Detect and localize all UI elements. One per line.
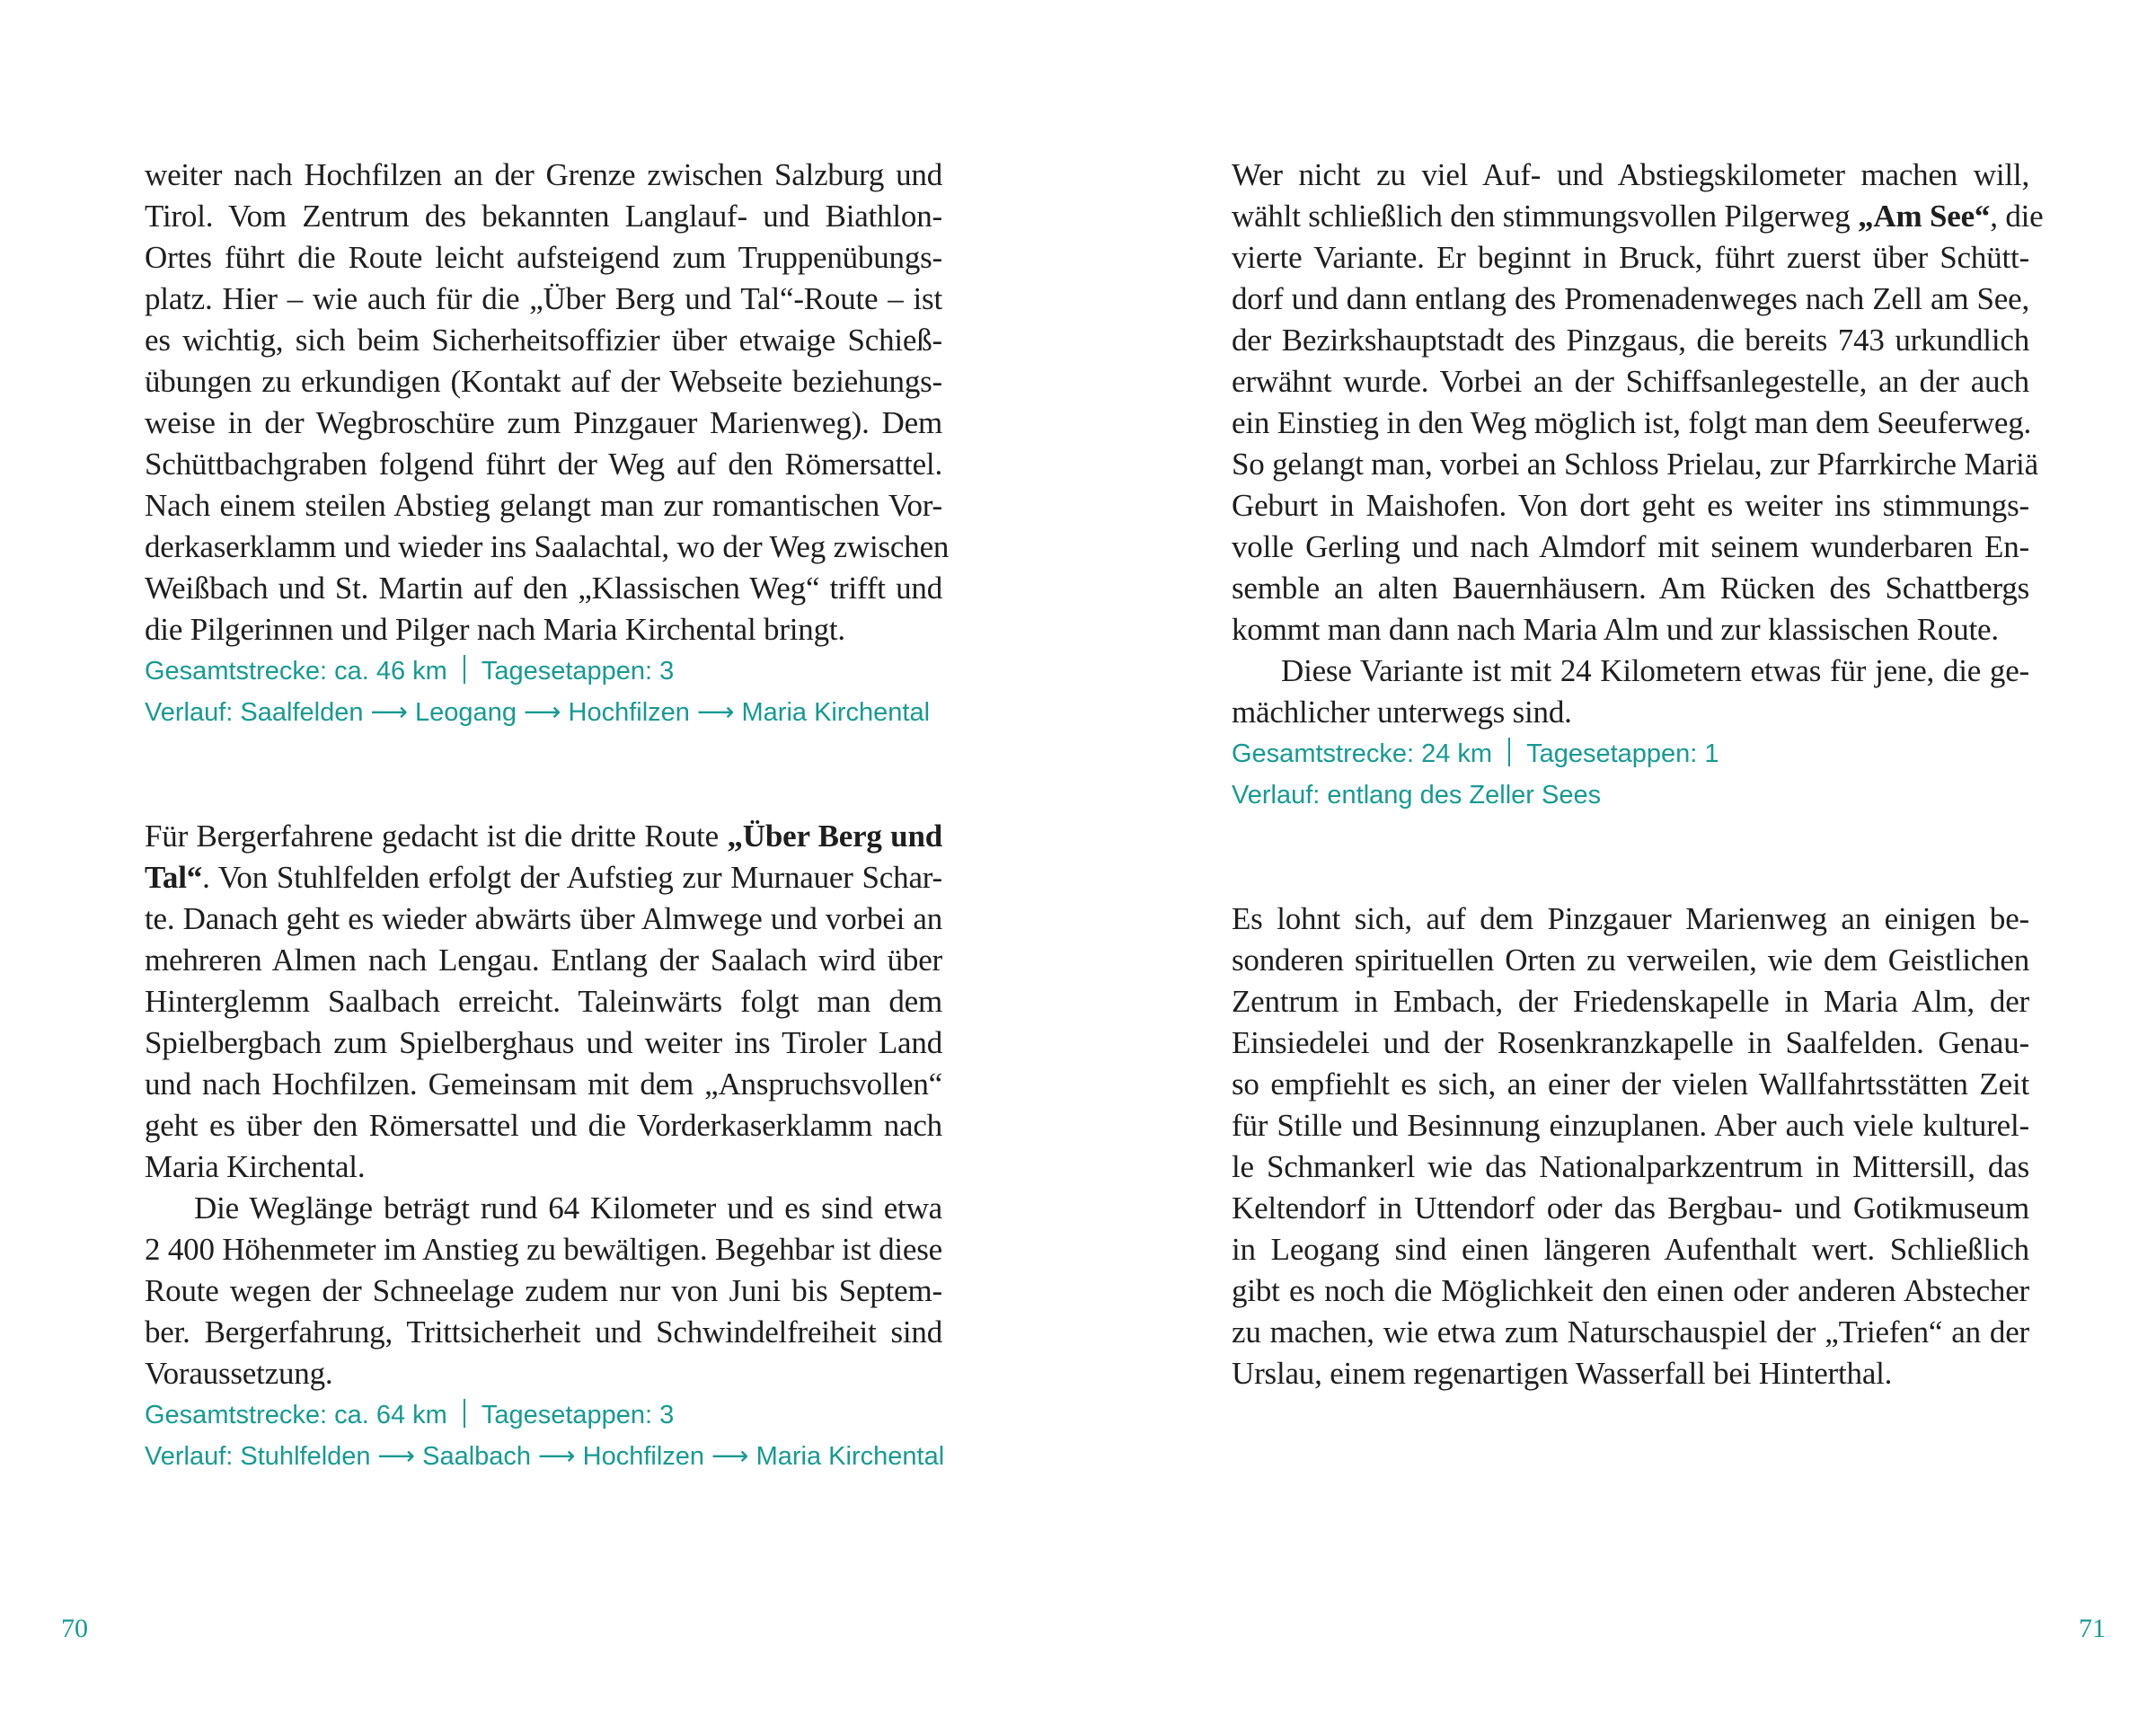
text-line: Spielbergbach zum Spielberghaus und weiter ins Tiroler Land	[145, 1025, 942, 1060]
text-line: und nach Hochfilzen. Gemeinsam mit dem „Anspruchsvollen“	[145, 1066, 942, 1102]
text-span: . Von Stuhlfelden erfolgt der Aufstieg zur Murnauer Schar-	[202, 860, 942, 895]
route-stats	[1232, 733, 2029, 774]
arrow-right-icon: ⟶	[523, 698, 561, 727]
route-stop: Maria Kirchental	[741, 698, 931, 727]
text-line: platz. Hier – wie auch für die „Über Berg und Tal“-Route – ist	[145, 281, 942, 316]
text-line: te. Danach geht es wieder abwärts über Almwege und vorbei an	[145, 901, 942, 936]
text-line: Wer nicht zu viel Auf- und Abstiegskilometer machen will,	[1232, 157, 2029, 192]
text-line: Schüttbachgraben folgend führt der Weg auf den Römersattel.	[145, 447, 942, 482]
text-line: weiter nach Hochfilzen an der Grenze zwischen Salzburg und	[145, 157, 942, 192]
route-stop: Leogang	[415, 698, 517, 727]
section-gap	[1232, 816, 2029, 898]
route-stop: Stuhlfelden	[240, 1442, 371, 1471]
text-line: ein Einstieg in den Weg möglich ist, folgt man dem Seeuferweg.	[1232, 405, 2032, 440]
text-line	[145, 857, 942, 898]
text-line: dorf und dann entlang des Promenadenweges nach Zell am See,	[1232, 281, 2029, 316]
text-line: semble an alten Bauernhäusern. Am Rücken des Schattbergs	[1232, 571, 2029, 606]
text-span: wählt schließlich den stimmungsvollen Pilgerweg	[1232, 199, 1859, 234]
right-section1-text	[1232, 155, 2044, 733]
text-span: , die	[1990, 199, 2044, 234]
text-line: erwähnt wurde. Vorbei an der Schiffsanlegestelle, an der auch	[1232, 364, 2029, 399]
text-line: zu machen, wie etwa zum Naturschauspiel der „Triefen“ an der	[1232, 1314, 2029, 1350]
separator-bar	[464, 655, 465, 684]
right-page	[1078, 0, 2156, 1717]
text-line: vierte Variante. Er beginnt in Bruck, führt zuerst über Schütt-	[1232, 240, 2029, 275]
arrow-right-icon: ⟶	[538, 1442, 576, 1471]
section-gap	[145, 733, 942, 816]
separator-bar	[1508, 738, 1510, 766]
text-line: Ortes führt die Route leicht aufsteigend zum Truppenübungs-	[145, 240, 942, 275]
total-distance: Gesamtstrecke: ca. 64 km	[145, 1401, 447, 1429]
text-line: Urslau, einem regenartigen Wasserfall bei Hinterthal.	[1232, 1356, 1893, 1391]
text-line: Voraussetzung.	[145, 1356, 333, 1391]
right-section2-text	[1232, 898, 2029, 1394]
text-line: Keltendorf in Uttendorf oder das Bergbau- und Gotikmuseum	[1232, 1190, 2029, 1226]
right-column	[1232, 155, 2044, 1394]
total-distance: Gesamtstrecke: ca. 46 km	[145, 657, 447, 686]
text-line: gibt es noch die Möglichkeit den einen oder anderen Abstecher	[1232, 1273, 2029, 1308]
route-name-bold: „Am See“	[1858, 199, 1991, 234]
text-line: Einsiedelei und der Rosenkranzkapelle in Saalfelden. Genau-	[1232, 1025, 2029, 1060]
route-course: Verlauf: entlang des Zeller Sees	[1232, 781, 1602, 810]
text-line: der Bezirkshauptstadt des Pinzgaus, die bereits 743 urkundlich	[1232, 323, 2029, 358]
left-section2-text	[145, 816, 942, 1394]
text-line: übungen zu erkundigen (Kontakt auf der Webseite beziehungs-	[145, 364, 942, 399]
text-line: So gelangt man, vorbei an Schloss Prielau, zur Pfarrkirche Mariä	[1232, 447, 2038, 482]
text-line: es wichtig, sich beim Sicherheitsoffizier über etwaige Schieß-	[145, 323, 942, 358]
day-stages: Tagesetappen: 1	[1526, 739, 1719, 768]
text-line: geht es über den Römersattel und die Vorderkaserklamm nach	[145, 1108, 942, 1143]
arrow-right-icon: ⟶	[370, 698, 409, 727]
text-line: Tirol. Vom Zentrum des bekannten Langlauf- und Biathlon-	[145, 199, 942, 234]
route-stop: Saalfelden	[240, 698, 364, 727]
text-line: in Leogang sind einen längeren Aufenthalt wert. Schließlich	[1232, 1232, 2029, 1267]
arrow-right-icon: ⟶	[377, 1442, 416, 1471]
arrow-right-icon: ⟶	[696, 698, 735, 727]
text-line	[145, 816, 942, 857]
text-line: Zentrum in Embach, der Friedenskapelle in Maria Alm, der	[1232, 984, 2029, 1019]
text-line: le Schmankerl wie das Nationalparkzentrum in Mittersill, das	[1232, 1149, 2029, 1184]
text-line: Die Weglänge beträgt rund 64 Kilometer und es sind etwa	[194, 1190, 942, 1226]
route-stop: Saalbach	[422, 1442, 532, 1471]
text-line: Nach einem steilen Abstieg gelangt man zur romantischen Vor-	[145, 488, 942, 523]
text-line: Geburt in Maishofen. Von dort geht es weiter ins stimmungs-	[1232, 488, 2029, 523]
text-line: die Pilgerinnen und Pilger nach Maria Kirchental bringt.	[145, 612, 845, 647]
arrow-right-icon: ⟶	[711, 1442, 749, 1471]
total-distance: Gesamtstrecke: 24 km	[1232, 739, 1493, 768]
route-stop: Hochfilzen	[568, 698, 690, 727]
route-course	[145, 692, 942, 733]
route-stop: Maria Kirchental	[755, 1442, 945, 1471]
text-line	[1232, 196, 2044, 237]
route-stats	[145, 651, 942, 692]
text-line: mächlicher unterwegs sind.	[1232, 695, 1572, 730]
text-line: derkaserklamm und wieder ins Saalachtal, wo der Weg zwischen	[145, 529, 950, 564]
text-line: für Stille und Besinnung einzuplanen. Aber auch viele kulturel-	[1232, 1108, 2029, 1143]
day-stages: Tagesetappen: 3	[481, 657, 675, 686]
page-number: 71	[2079, 1614, 2106, 1643]
route-name-bold: Tal“	[145, 860, 203, 895]
text-line: 2 400 Höhenmeter im Anstieg zu bewältigen. Begehbar ist diese	[145, 1232, 942, 1267]
route-stop: Hochfilzen	[582, 1442, 705, 1471]
route-prefix: Verlauf:	[145, 698, 234, 727]
text-line: so empfiehlt es sich, an einer der vielen Wallfahrtsstätten Zeit	[1232, 1066, 2029, 1102]
text-line: volle Gerling und nach Almdorf mit seinem wunderbaren En-	[1232, 529, 2029, 564]
text-line: Maria Kirchental.	[145, 1149, 366, 1184]
text-line: weise in der Wegbroschüre zum Pinzgauer Marienweg). Dem	[145, 405, 942, 440]
text-line: kommt man dann nach Maria Alm und zur klassischen Route.	[1232, 612, 1999, 647]
text-line: mehreren Almen nach Lengau. Entlang der Saalach wird über	[145, 943, 942, 978]
separator-bar	[464, 1399, 465, 1428]
text-line: Route wegen der Schneelage zudem nur von Juni bis Septem-	[145, 1273, 942, 1308]
route-stats	[145, 1394, 942, 1436]
left-column	[145, 155, 950, 1477]
page-number: 70	[61, 1614, 88, 1643]
text-span: Für Bergerfahrene gedacht ist die dritte Route	[145, 819, 728, 854]
route-course	[145, 1436, 945, 1477]
text-line: sonderen spirituellen Orten zu verweilen, wie dem Geistlichen	[1232, 943, 2029, 978]
left-section1-text	[145, 155, 950, 651]
text-line: Hinterglemm Saalbach erreicht. Taleinwärts folgt man dem	[145, 984, 942, 1019]
text-line: Diese Variante ist mit 24 Kilometern etwas für jene, die ge-	[1281, 653, 2029, 688]
route-prefix: Verlauf:	[145, 1442, 234, 1471]
route-name-bold: „Über Berg und	[727, 819, 942, 854]
text-line: Es lohnt sich, auf dem Pinzgauer Marienweg an einigen be-	[1232, 901, 2029, 936]
text-line: ber. Bergerfahrung, Trittsicherheit und Schwindelfreiheit sind	[145, 1314, 942, 1350]
day-stages: Tagesetappen: 3	[481, 1401, 675, 1429]
text-line: Weißbach und St. Martin auf den „Klassischen Weg“ trifft und	[145, 571, 942, 606]
